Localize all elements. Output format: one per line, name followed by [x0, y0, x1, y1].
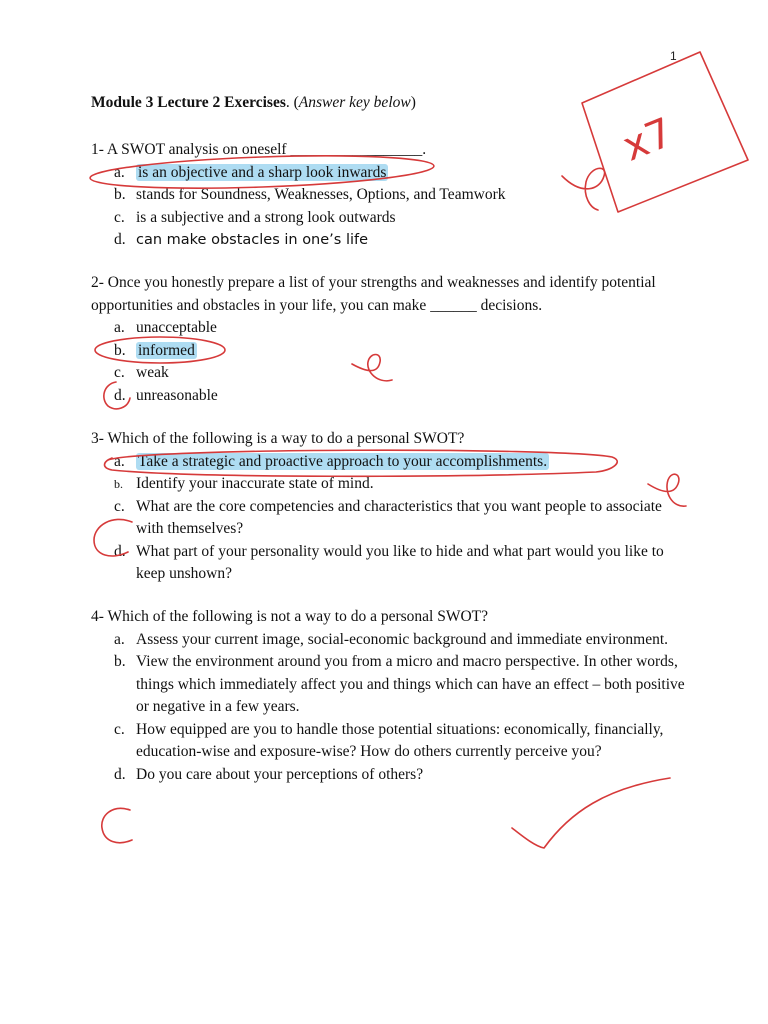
question-3-text: 3- Which of the following is a way to do a personal SWOT? [91, 430, 465, 447]
option-4b [91, 651, 691, 719]
option-2d [91, 385, 691, 408]
title-period: . ( [285, 94, 299, 111]
option-text: unreasonable [136, 386, 218, 404]
option-text: unacceptable [136, 319, 217, 336]
option-1d [91, 229, 691, 252]
question-2-text: 2- Once you honestly prepare a list of your strengths and weaknesses and identify potential opportunities and obstacles in your life, you can make ______ decisions. [91, 274, 656, 314]
answer-circle-4 [102, 808, 132, 842]
option-letter: d. [114, 542, 126, 560]
option-4d [91, 764, 691, 787]
option-letter: b. [114, 341, 126, 359]
option-text: Assess your current image, social-economic background and immediate environment. [136, 630, 669, 648]
option-letter: b. [114, 186, 126, 203]
question-2-options [91, 317, 691, 407]
option-text: is a subjective and a strong look outwards [136, 208, 396, 226]
option-letter: a. [114, 452, 125, 470]
question-3-options [91, 451, 691, 586]
title-close: ) [410, 94, 416, 111]
title-italic: Answer key below [298, 94, 411, 111]
question-4 [91, 606, 691, 786]
option-letter: b. [114, 653, 126, 670]
option-letter: c. [114, 497, 125, 515]
option-2b [91, 340, 691, 363]
option-4a [91, 629, 691, 652]
option-letter: a. [114, 319, 125, 336]
option-letter: d. [114, 386, 126, 404]
option-letter: c. [114, 364, 125, 381]
option-2c [91, 362, 691, 385]
option-letter: b. [114, 477, 123, 491]
option-1b [91, 184, 691, 207]
option-text: Identify your inaccurate state of mind. [136, 475, 374, 492]
option-text: is an objective and a sharp look inwards [138, 163, 387, 181]
option-4c [91, 719, 691, 764]
option-text: How equipped are you to handle those potential situations: economically, financially, education-wise and exposure-wise? How do others currently perceive you? [136, 720, 664, 760]
option-1a [91, 162, 691, 185]
score-mark: x7 [616, 109, 680, 171]
option-1c [91, 207, 691, 230]
page-number: 1 [670, 49, 677, 63]
check-mark-4 [512, 778, 670, 848]
option-letter: c. [114, 720, 125, 738]
option-letter: a. [114, 630, 125, 648]
question-4-options [91, 629, 691, 787]
page-title [91, 94, 416, 112]
option-text: What are the core competencies and characteristics that you want people to associate with themselves? [136, 497, 662, 537]
option-text: weak [136, 364, 169, 381]
option-letter: d. [114, 231, 126, 248]
option-letter: d. [114, 765, 126, 783]
question-1-text: 1- A SWOT analysis on oneself _________________. [91, 141, 427, 158]
option-text: View the environment around you from a micro and macro perspective. In other words, things which immediately affect you and things which can have an effect – both positive or negative in a few years. [136, 653, 685, 715]
title-bold: Module 3 Lecture 2 Exercises [91, 94, 286, 111]
option-3a [91, 451, 691, 474]
option-text: What part of your personality would you like to hide and what part would you like to keep unshown? [136, 542, 664, 582]
option-text: Take a strategic and proactive approach to your accomplishments. [138, 452, 548, 470]
question-1 [91, 139, 691, 252]
option-3c [91, 496, 691, 541]
option-text: Do you care about your perceptions of others? [136, 765, 424, 783]
question-4-text: 4- Which of the following is not a way to do a personal SWOT? [91, 608, 489, 625]
option-text: informed [138, 341, 195, 359]
option-3b [91, 473, 691, 496]
question-3 [91, 428, 691, 586]
question-1-options [91, 162, 691, 252]
option-2a [91, 317, 691, 340]
option-text: can make obstacles in one’s life [136, 232, 369, 248]
option-3d [91, 541, 691, 586]
question-2 [91, 272, 691, 407]
option-letter: c. [114, 208, 125, 226]
option-letter: a. [114, 163, 125, 181]
option-text: stands for Soundness, Weaknesses, Options, and Teamwork [136, 186, 506, 203]
